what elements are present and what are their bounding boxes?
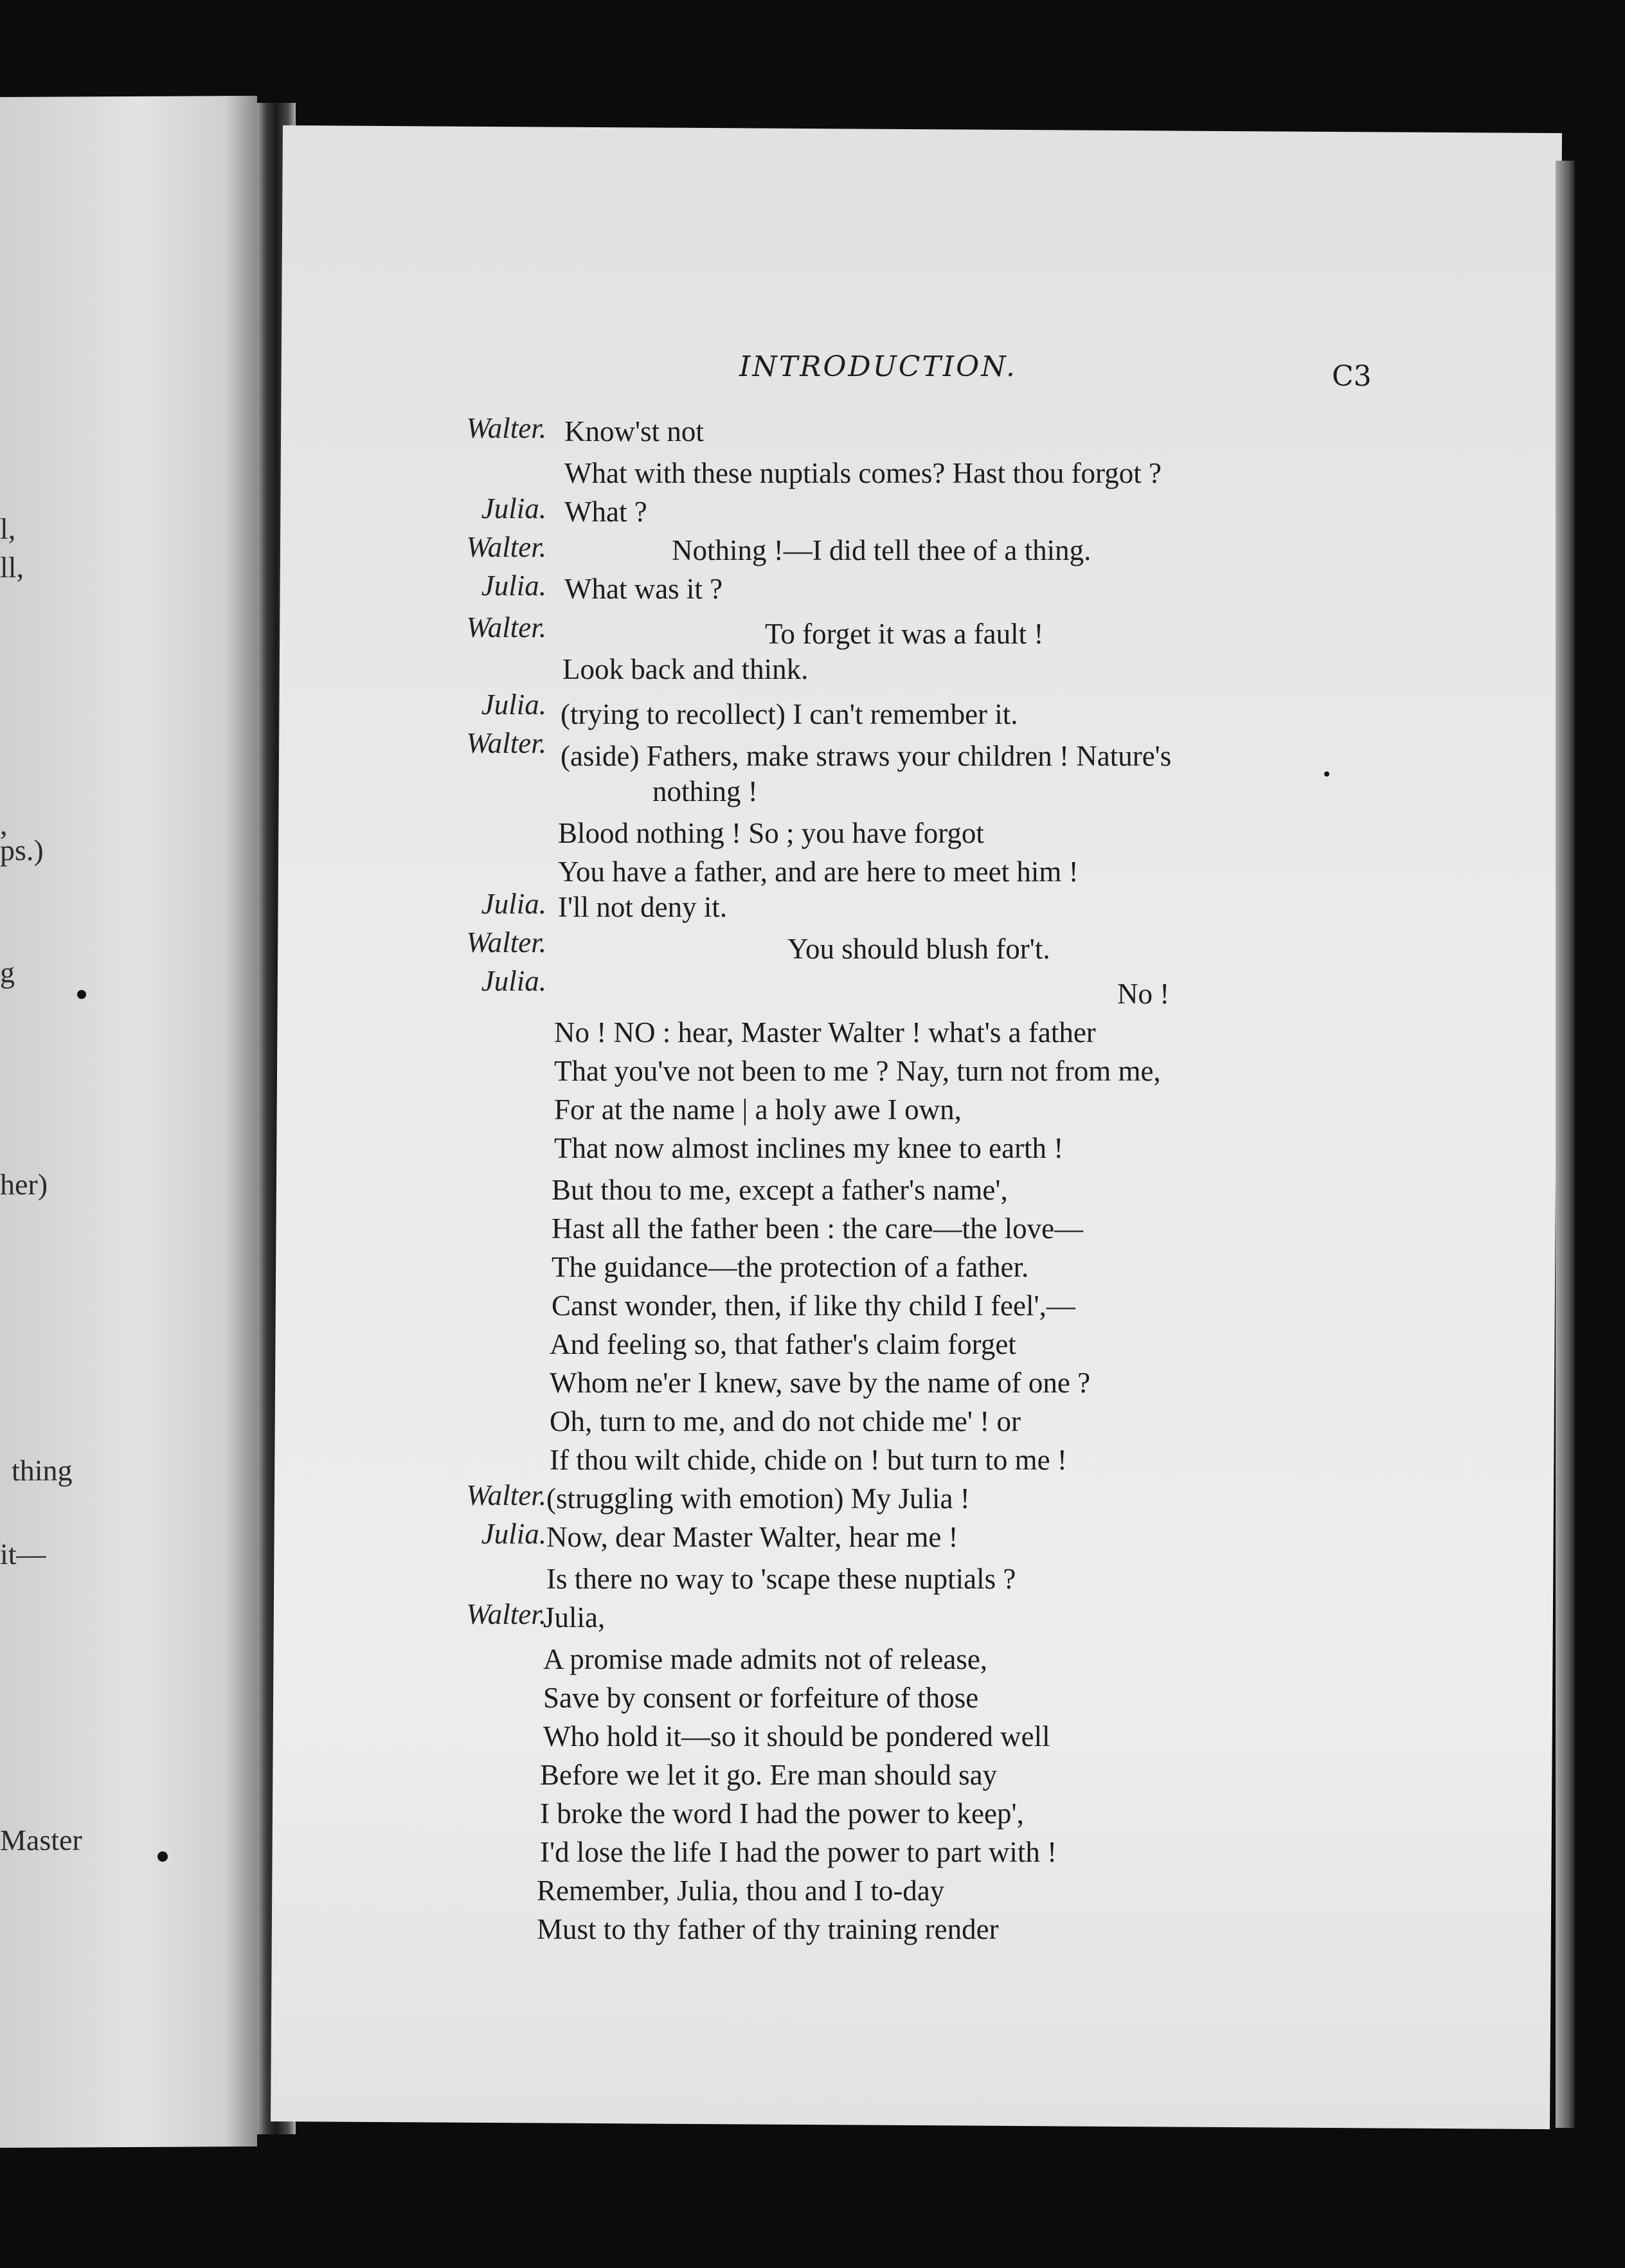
left-page-fragment: Master: [0, 1823, 82, 1857]
speaker-name: Julia.: [481, 492, 546, 525]
verse-line: For at the name | a holy awe I own,: [554, 1094, 962, 1126]
verse-line: That you've not been to me ? Nay, turn not from me,: [554, 1055, 1161, 1087]
speaker-name: Julia.: [481, 688, 546, 721]
speaker-name: Walter.: [466, 611, 546, 644]
verse-line: I'll not deny it.: [558, 891, 728, 923]
verse-line: What was it ?: [564, 573, 723, 605]
verse-line: Must to thy father of thy training render: [537, 1913, 999, 1945]
left-page-fragment: thing: [12, 1454, 73, 1487]
verse-line: A promise made admits not of release,: [543, 1643, 988, 1675]
verse-line: (aside) Fathers, make straws your children ! Nature's: [561, 740, 1172, 772]
verse-line: Remember, Julia, thou and I to-day: [537, 1875, 945, 1907]
verse-line: To forget it was a fault !: [765, 618, 1044, 650]
verse-line: That now almost inclines my knee to earth !: [554, 1132, 1064, 1164]
speaker-name: Julia.: [481, 965, 546, 997]
verse-line: Blood nothing ! So ; you have forgot: [558, 817, 984, 849]
page-number: C3: [1332, 360, 1372, 393]
verse-line: But thou to me, except a father's name',: [552, 1174, 1008, 1206]
left-page: [0, 96, 257, 2148]
verse-line: Nothing !—I did tell thee of a thing.: [672, 534, 1091, 566]
speaker-name: Walter.: [466, 1598, 546, 1630]
speaker-name: Walter.: [466, 926, 546, 959]
ink-speck: [77, 990, 86, 999]
verse-line: Is there no way to 'scape these nuptials ?: [546, 1563, 1016, 1595]
speaker-name: Julia.: [481, 1518, 546, 1550]
verse-line: I broke the word I had the power to keep',: [540, 1797, 1024, 1830]
running-head: INTRODUCTION.: [739, 350, 1017, 383]
ink-speck: [1324, 771, 1329, 777]
verse-line: Whom ne'er I knew, save by the name of one ?: [550, 1367, 1091, 1399]
left-page-fragment: it—: [0, 1537, 46, 1571]
verse-line: I'd lose the life I had the power to part with !: [540, 1836, 1057, 1868]
verse-line: Julia,: [543, 1601, 606, 1634]
verse-line: Know'st not: [564, 415, 704, 447]
left-page-fragment: ,: [0, 807, 8, 842]
speaker-name: Walter.: [466, 727, 546, 759]
page-edge: [1556, 161, 1575, 2128]
left-page-fragment: l,: [0, 512, 16, 546]
verse-line: Look back and think.: [562, 653, 809, 685]
verse-line: If thou wilt chide, chide on ! but turn to me !: [550, 1444, 1067, 1476]
verse-line: You have a father, and are here to meet him !: [558, 856, 1079, 888]
verse-line: What with these nuptials comes? Hast thou forgot ?: [564, 457, 1162, 489]
verse-line: Save by consent or forfeiture of those: [543, 1682, 979, 1714]
verse-line: You should blush for't.: [787, 933, 1050, 965]
verse-line: Who hold it—so it should be pondered well: [543, 1720, 1050, 1752]
verse-line: Before we let it go. Ere man should say: [540, 1759, 998, 1791]
verse-line: Oh, turn to me, and do not chide me' ! or: [550, 1405, 1021, 1437]
verse-line: The guidance—the protection of a father.: [552, 1251, 1029, 1283]
verse-line: nothing !: [652, 775, 758, 807]
verse-line: Canst wonder, then, if like thy child I feel',—: [552, 1290, 1075, 1322]
verse-line: No !: [1117, 978, 1170, 1010]
ink-speck: [157, 1851, 168, 1862]
verse-line: And feeling so, that father's claim forget: [550, 1328, 1016, 1360]
speaker-name: Walter.: [466, 412, 546, 444]
left-page-fragment: ps.): [0, 833, 44, 867]
verse-line: (trying to recollect) I can't remember it.: [561, 698, 1018, 730]
verse-line: What ?: [564, 496, 647, 528]
speaker-name: Julia.: [481, 888, 546, 920]
verse-line: Now, dear Master Walter, hear me !: [546, 1521, 958, 1553]
left-page-fragment: ll,: [0, 550, 24, 584]
speaker-name: Julia.: [481, 570, 546, 602]
verse-line: (struggling with emotion) My Julia !: [546, 1482, 970, 1515]
speaker-name: Walter.: [466, 1479, 546, 1511]
verse-line: Hast all the father been : the care—the love—: [552, 1212, 1084, 1245]
left-page-fragment: g: [0, 955, 15, 989]
speaker-name: Walter.: [466, 531, 546, 563]
left-page-fragment: her): [0, 1167, 48, 1202]
verse-line: No ! NO : hear, Master Walter ! what's a father: [554, 1016, 1096, 1048]
